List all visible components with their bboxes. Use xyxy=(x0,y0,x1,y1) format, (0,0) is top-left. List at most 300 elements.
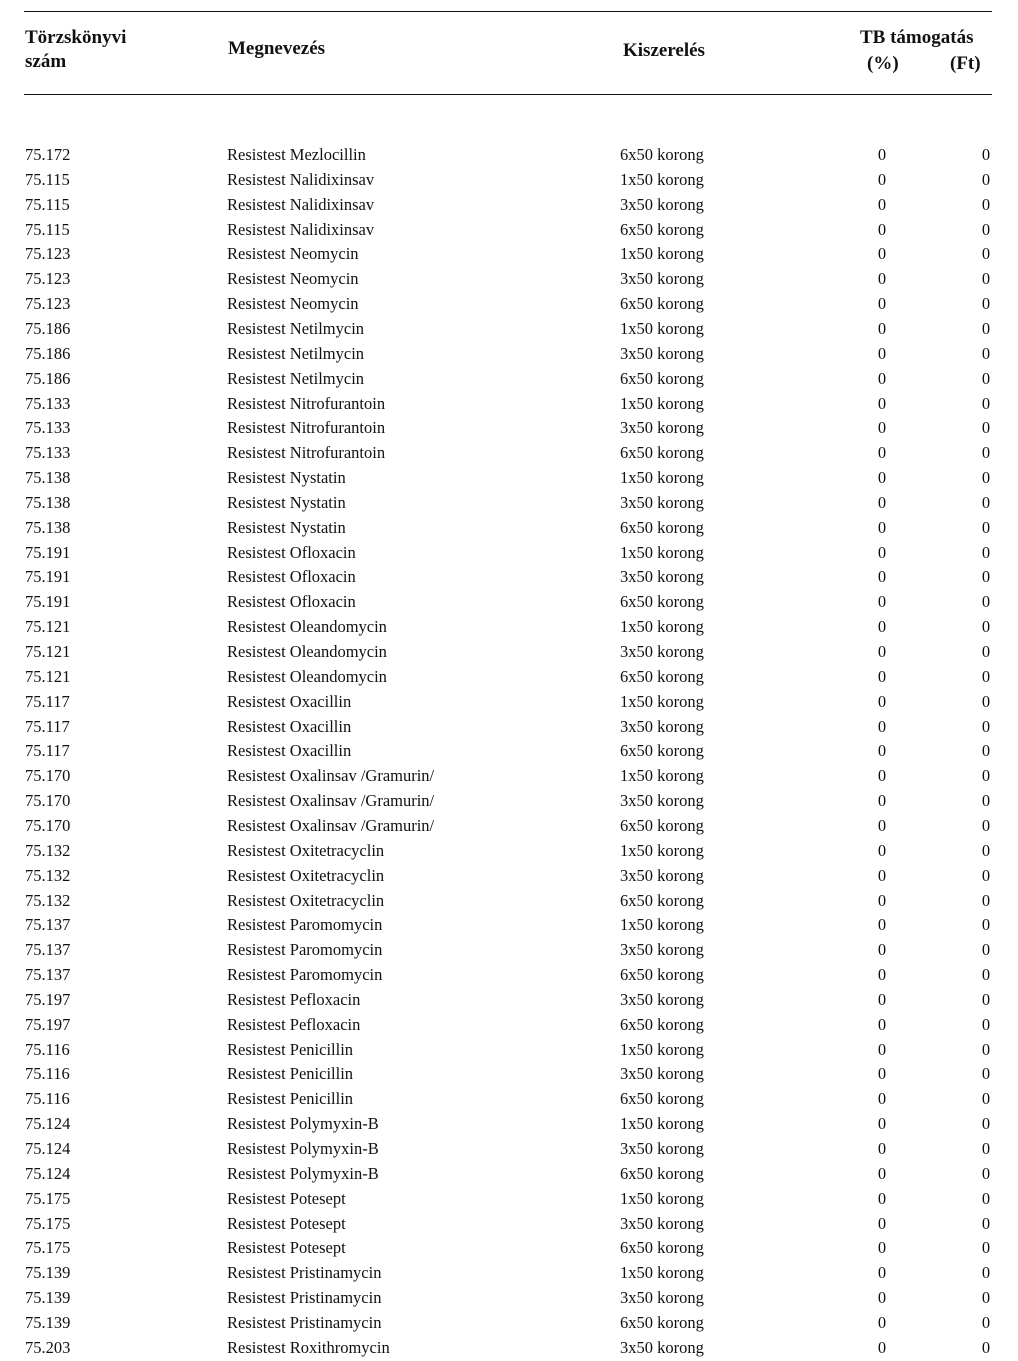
support-percent-cell: 0 xyxy=(877,393,887,413)
product-name-cell: Resistest Roxithromycin xyxy=(227,1337,390,1357)
registration-number-cell: 75.191 xyxy=(25,542,71,562)
support-forint-cell: 0 xyxy=(981,741,991,761)
support-percent-cell: 0 xyxy=(877,1163,887,1183)
registration-number-cell: 75.115 xyxy=(25,169,70,189)
support-percent-cell: 0 xyxy=(877,1188,887,1208)
registration-number-cell: 75.138 xyxy=(25,492,71,512)
registration-number-cell: 75.139 xyxy=(25,1312,71,1332)
registration-number-cell: 75.186 xyxy=(25,343,71,363)
product-name-cell: Resistest Pristinamycin xyxy=(227,1288,382,1308)
table-row xyxy=(0,367,1018,391)
support-percent-cell: 0 xyxy=(877,716,887,736)
table-row xyxy=(0,1013,1018,1037)
table-row xyxy=(0,1162,1018,1186)
product-name-cell: Resistest Polymyxin-B xyxy=(227,1114,379,1134)
support-percent-cell: 0 xyxy=(877,343,887,363)
support-percent-cell: 0 xyxy=(877,194,887,214)
table-row xyxy=(0,715,1018,739)
table-row xyxy=(0,1137,1018,1161)
support-forint-cell: 0 xyxy=(981,691,991,711)
support-forint-cell: 0 xyxy=(981,1163,991,1183)
registration-number-cell: 75.121 xyxy=(25,666,71,686)
support-percent-cell: 0 xyxy=(877,1337,887,1357)
packaging-cell: 3x50 korong xyxy=(620,269,704,289)
product-name-cell: Resistest Paromomycin xyxy=(227,965,383,985)
support-percent-cell: 0 xyxy=(877,741,887,761)
packaging-cell: 3x50 korong xyxy=(620,1064,704,1084)
product-name-cell: Resistest Oxalinsav /Gramurin/ xyxy=(227,766,435,786)
table-row xyxy=(0,1212,1018,1236)
packaging-cell: 6x50 korong xyxy=(620,741,704,761)
support-forint-cell: 0 xyxy=(981,840,991,860)
packaging-cell: 1x50 korong xyxy=(620,840,704,860)
product-name-cell: Resistest Paromomycin xyxy=(227,940,383,960)
product-name-cell: Resistest Ofloxacin xyxy=(227,567,356,587)
packaging-cell: 1x50 korong xyxy=(620,617,704,637)
table-row xyxy=(0,739,1018,763)
packaging-cell: 3x50 korong xyxy=(620,1288,704,1308)
table-row xyxy=(0,416,1018,440)
registration-number-cell: 75.138 xyxy=(25,517,71,537)
support-forint-cell: 0 xyxy=(981,468,991,488)
product-name-cell: Resistest Oxalinsav /Gramurin/ xyxy=(227,815,435,835)
support-forint-cell: 0 xyxy=(981,567,991,587)
support-percent-cell: 0 xyxy=(877,965,887,985)
product-name-cell: Resistest Oleandomycin xyxy=(227,642,387,661)
product-name-cell: Resistest Oxacillin xyxy=(227,691,352,711)
table-row xyxy=(0,466,1018,490)
packaging-cell: 6x50 korong xyxy=(620,219,704,239)
product-name-cell: Resistest Oleandomycin xyxy=(227,617,387,637)
table-row xyxy=(0,218,1018,242)
packaging-cell: 3x50 korong xyxy=(620,1337,704,1357)
registration-number-cell: 75.203 xyxy=(25,1337,71,1357)
table-row xyxy=(0,193,1018,217)
registration-number-cell: 75.115 xyxy=(25,194,70,214)
packaging-cell: 6x50 korong xyxy=(620,145,704,164)
support-percent-cell: 0 xyxy=(877,890,887,910)
product-name-cell: Resistest Nitrofurantoin xyxy=(227,443,386,463)
header-registration-line1: Törzskönyvi xyxy=(25,27,127,48)
registration-number-cell: 75.121 xyxy=(25,642,71,661)
table-row xyxy=(0,1286,1018,1310)
packaging-cell: 1x50 korong xyxy=(620,1114,704,1134)
product-name-cell: Resistest Pristinamycin xyxy=(227,1312,382,1332)
registration-number-cell: 75.186 xyxy=(25,368,71,388)
support-percent-cell: 0 xyxy=(877,145,887,164)
table-row xyxy=(0,342,1018,366)
support-forint-cell: 0 xyxy=(981,318,991,338)
support-percent-cell: 0 xyxy=(877,592,887,612)
support-percent-cell: 0 xyxy=(877,219,887,239)
product-name-cell: Resistest Neomycin xyxy=(227,244,359,264)
registration-number-cell: 75.172 xyxy=(25,145,71,164)
support-forint-cell: 0 xyxy=(981,492,991,512)
support-percent-cell: 0 xyxy=(877,1263,887,1283)
product-name-cell: Resistest Netilmycin xyxy=(227,343,365,363)
support-forint-cell: 0 xyxy=(981,915,991,935)
support-forint-cell: 0 xyxy=(981,145,991,164)
product-name-cell: Resistest Penicillin xyxy=(227,1089,354,1109)
header-forint: (Ft) xyxy=(950,53,981,74)
registration-number-cell: 75.124 xyxy=(25,1139,71,1158)
registration-number-cell: 75.117 xyxy=(25,691,70,711)
support-forint-cell: 0 xyxy=(981,343,991,363)
registration-number-cell: 75.175 xyxy=(25,1238,71,1258)
packaging-cell: 6x50 korong xyxy=(620,517,704,537)
header-percent: (%) xyxy=(867,53,899,74)
packaging-cell: 6x50 korong xyxy=(620,1014,704,1034)
support-percent-cell: 0 xyxy=(877,567,887,587)
packaging-cell: 1x50 korong xyxy=(620,169,704,189)
product-name-cell: Resistest Ofloxacin xyxy=(227,592,356,612)
support-forint-cell: 0 xyxy=(981,393,991,413)
support-forint-cell: 0 xyxy=(981,940,991,960)
registration-number-cell: 75.133 xyxy=(25,443,71,463)
product-name-cell: Resistest Potesept xyxy=(227,1188,346,1208)
product-name-cell: Resistest Pefloxacin xyxy=(227,989,361,1009)
product-name-cell: Resistest Nystatin xyxy=(227,517,346,537)
packaging-cell: 3x50 korong xyxy=(620,940,704,960)
table-row xyxy=(0,913,1018,937)
registration-number-cell: 75.132 xyxy=(25,865,71,885)
support-percent-cell: 0 xyxy=(877,542,887,562)
packaging-cell: 6x50 korong xyxy=(620,1163,704,1183)
support-percent-cell: 0 xyxy=(877,418,887,438)
table-row xyxy=(0,640,1018,664)
product-name-cell: Resistest Oleandomycin xyxy=(227,666,387,686)
packaging-cell: 3x50 korong xyxy=(620,194,704,214)
table-row xyxy=(0,491,1018,515)
packaging-cell: 6x50 korong xyxy=(620,666,704,686)
support-forint-cell: 0 xyxy=(981,269,991,289)
registration-number-cell: 75.191 xyxy=(25,592,71,612)
support-forint-cell: 0 xyxy=(981,1139,991,1158)
table-row xyxy=(0,1087,1018,1111)
product-name-cell: Resistest Potesept xyxy=(227,1238,346,1258)
packaging-cell: 6x50 korong xyxy=(620,965,704,985)
packaging-cell: 1x50 korong xyxy=(620,1188,704,1208)
packaging-cell: 3x50 korong xyxy=(620,791,704,811)
support-forint-cell: 0 xyxy=(981,865,991,885)
support-forint-cell: 0 xyxy=(981,1064,991,1084)
product-name-cell: Resistest Nalidixinsav xyxy=(227,219,375,239)
support-percent-cell: 0 xyxy=(877,443,887,463)
support-forint-cell: 0 xyxy=(981,617,991,637)
registration-number-cell: 75.133 xyxy=(25,393,71,413)
packaging-cell: 3x50 korong xyxy=(620,1213,704,1233)
packaging-cell: 1x50 korong xyxy=(620,1039,704,1059)
registration-number-cell: 75.124 xyxy=(25,1114,71,1134)
table-row xyxy=(0,541,1018,565)
product-name-cell: Resistest Oxacillin xyxy=(227,716,352,736)
packaging-cell: 6x50 korong xyxy=(620,890,704,910)
table-row xyxy=(0,814,1018,838)
table-row xyxy=(0,1187,1018,1211)
support-forint-cell: 0 xyxy=(981,642,991,661)
product-name-cell: Resistest Oxalinsav /Gramurin/ xyxy=(227,791,435,811)
product-name-cell: Resistest Pristinamycin xyxy=(227,1263,382,1283)
packaging-cell: 3x50 korong xyxy=(620,716,704,736)
support-percent-cell: 0 xyxy=(877,468,887,488)
support-forint-cell: 0 xyxy=(981,294,991,314)
packaging-cell: 1x50 korong xyxy=(620,766,704,786)
packaging-cell: 1x50 korong xyxy=(620,318,704,338)
product-name-cell: Resistest Nitrofurantoin xyxy=(227,393,386,413)
product-name-cell: Resistest Nalidixinsav xyxy=(227,194,375,214)
registration-number-cell: 75.116 xyxy=(25,1089,70,1109)
product-name-cell: Resistest Pefloxacin xyxy=(227,1014,361,1034)
table-row xyxy=(0,963,1018,987)
registration-number-cell: 75.197 xyxy=(25,989,71,1009)
product-name-cell: Resistest Neomycin xyxy=(227,269,359,289)
packaging-cell: 6x50 korong xyxy=(620,815,704,835)
registration-number-cell: 75.175 xyxy=(25,1188,71,1208)
table-row xyxy=(0,590,1018,614)
support-percent-cell: 0 xyxy=(877,642,887,661)
product-name-cell: Resistest Polymyxin-B xyxy=(227,1163,379,1183)
product-name-cell: Resistest Oxacillin xyxy=(227,741,352,761)
support-forint-cell: 0 xyxy=(981,244,991,264)
registration-number-cell: 75.123 xyxy=(25,269,71,289)
packaging-cell: 3x50 korong xyxy=(620,1139,704,1158)
support-percent-cell: 0 xyxy=(877,1213,887,1233)
support-percent-cell: 0 xyxy=(877,1089,887,1109)
table-row xyxy=(0,839,1018,863)
registration-number-cell: 75.124 xyxy=(25,1163,71,1183)
support-forint-cell: 0 xyxy=(981,418,991,438)
product-name-cell: Resistest Netilmycin xyxy=(227,318,365,338)
support-forint-cell: 0 xyxy=(981,1288,991,1308)
support-percent-cell: 0 xyxy=(877,318,887,338)
registration-number-cell: 75.137 xyxy=(25,915,71,935)
registration-number-cell: 75.123 xyxy=(25,294,71,314)
support-forint-cell: 0 xyxy=(981,368,991,388)
table-row xyxy=(0,1336,1018,1360)
table-row xyxy=(0,1261,1018,1285)
product-name-cell: Resistest Paromomycin xyxy=(227,915,383,935)
table-row xyxy=(0,789,1018,813)
product-name-cell: Resistest Netilmycin xyxy=(227,368,365,388)
registration-number-cell: 75.116 xyxy=(25,1064,70,1084)
packaging-cell: 6x50 korong xyxy=(620,592,704,612)
product-name-cell: Resistest Nystatin xyxy=(227,468,346,488)
packaging-cell: 1x50 korong xyxy=(620,244,704,264)
table-row xyxy=(0,1112,1018,1136)
product-name-cell: Resistest Penicillin xyxy=(227,1039,354,1059)
packaging-cell: 3x50 korong xyxy=(620,865,704,885)
header-support: TB támogatás xyxy=(860,27,974,48)
product-name-cell: Resistest Nalidixinsav xyxy=(227,169,375,189)
table-row xyxy=(0,267,1018,291)
product-name-cell: Resistest Nystatin xyxy=(227,492,346,512)
table-row xyxy=(0,168,1018,192)
table-row xyxy=(0,889,1018,913)
product-name-cell: Resistest Potesept xyxy=(227,1213,346,1233)
registration-number-cell: 75.138 xyxy=(25,468,71,488)
table-row xyxy=(0,1311,1018,1335)
support-forint-cell: 0 xyxy=(981,592,991,612)
support-forint-cell: 0 xyxy=(981,443,991,463)
product-name-cell: Resistest Nitrofurantoin xyxy=(227,418,386,438)
support-percent-cell: 0 xyxy=(877,691,887,711)
support-percent-cell: 0 xyxy=(877,940,887,960)
table-row xyxy=(0,764,1018,788)
support-forint-cell: 0 xyxy=(981,965,991,985)
support-forint-cell: 0 xyxy=(981,1312,991,1332)
registration-number-cell: 75.133 xyxy=(25,418,71,438)
support-forint-cell: 0 xyxy=(981,716,991,736)
packaging-cell: 1x50 korong xyxy=(620,1263,704,1283)
support-percent-cell: 0 xyxy=(877,294,887,314)
header-packaging: Kiszerelés xyxy=(623,40,705,61)
table-row xyxy=(0,864,1018,888)
registration-number-cell: 75.116 xyxy=(25,1039,70,1059)
packaging-cell: 6x50 korong xyxy=(620,1089,704,1109)
table-row xyxy=(0,516,1018,540)
packaging-cell: 3x50 korong xyxy=(620,343,704,363)
packaging-cell: 6x50 korong xyxy=(620,294,704,314)
support-percent-cell: 0 xyxy=(877,840,887,860)
packaging-cell: 3x50 korong xyxy=(620,418,704,438)
table-row xyxy=(0,143,1018,167)
packaging-cell: 1x50 korong xyxy=(620,468,704,488)
packaging-cell: 1x50 korong xyxy=(620,915,704,935)
support-percent-cell: 0 xyxy=(877,1139,887,1158)
support-percent-cell: 0 xyxy=(877,989,887,1009)
product-name-cell: Resistest Polymyxin-B xyxy=(227,1139,379,1158)
support-forint-cell: 0 xyxy=(981,219,991,239)
support-forint-cell: 0 xyxy=(981,517,991,537)
packaging-cell: 6x50 korong xyxy=(620,368,704,388)
support-forint-cell: 0 xyxy=(981,169,991,189)
registration-number-cell: 75.117 xyxy=(25,716,70,736)
table-row xyxy=(0,292,1018,316)
registration-number-cell: 75.117 xyxy=(25,741,70,761)
registration-number-cell: 75.115 xyxy=(25,219,70,239)
support-forint-cell: 0 xyxy=(981,666,991,686)
support-forint-cell: 0 xyxy=(981,1213,991,1233)
registration-number-cell: 75.137 xyxy=(25,940,71,960)
support-percent-cell: 0 xyxy=(877,1014,887,1034)
support-forint-cell: 0 xyxy=(981,1263,991,1283)
table-row xyxy=(0,441,1018,465)
registration-number-cell: 75.191 xyxy=(25,567,71,587)
support-percent-cell: 0 xyxy=(877,791,887,811)
support-percent-cell: 0 xyxy=(877,269,887,289)
support-percent-cell: 0 xyxy=(877,368,887,388)
registration-number-cell: 75.121 xyxy=(25,617,71,637)
product-name-cell: Resistest Ofloxacin xyxy=(227,542,356,562)
support-forint-cell: 0 xyxy=(981,1039,991,1059)
table-row xyxy=(0,392,1018,416)
support-forint-cell: 0 xyxy=(981,1238,991,1258)
support-forint-cell: 0 xyxy=(981,989,991,1009)
table-row xyxy=(0,938,1018,962)
registration-number-cell: 75.170 xyxy=(25,815,71,835)
product-name-cell: Resistest Oxitetracyclin xyxy=(227,840,385,860)
support-percent-cell: 0 xyxy=(877,865,887,885)
support-percent-cell: 0 xyxy=(877,1039,887,1059)
table-row xyxy=(0,615,1018,639)
registration-number-cell: 75.123 xyxy=(25,244,71,264)
table-row xyxy=(0,690,1018,714)
support-percent-cell: 0 xyxy=(877,244,887,264)
table-row xyxy=(0,565,1018,589)
packaging-cell: 3x50 korong xyxy=(620,989,704,1009)
registration-number-cell: 75.139 xyxy=(25,1288,71,1308)
support-percent-cell: 0 xyxy=(877,1114,887,1134)
packaging-cell: 1x50 korong xyxy=(620,542,704,562)
registration-number-cell: 75.132 xyxy=(25,890,71,910)
registration-number-cell: 75.186 xyxy=(25,318,71,338)
support-percent-cell: 0 xyxy=(877,815,887,835)
support-forint-cell: 0 xyxy=(981,194,991,214)
header-name: Megnevezés xyxy=(228,38,326,59)
table-row xyxy=(0,1236,1018,1260)
support-percent-cell: 0 xyxy=(877,1238,887,1258)
product-name-cell: Resistest Mezlocillin xyxy=(227,145,366,164)
registration-number-cell: 75.137 xyxy=(25,965,71,985)
table-row xyxy=(0,665,1018,689)
support-percent-cell: 0 xyxy=(877,915,887,935)
packaging-cell: 6x50 korong xyxy=(620,1312,704,1332)
support-percent-cell: 0 xyxy=(877,492,887,512)
support-forint-cell: 0 xyxy=(981,890,991,910)
packaging-cell: 3x50 korong xyxy=(620,642,704,661)
product-name-cell: Resistest Neomycin xyxy=(227,294,359,314)
product-name-cell: Resistest Oxitetracyclin xyxy=(227,865,385,885)
support-forint-cell: 0 xyxy=(981,542,991,562)
table-row xyxy=(0,988,1018,1012)
support-forint-cell: 0 xyxy=(981,1337,991,1357)
registration-number-cell: 75.170 xyxy=(25,791,71,811)
support-forint-cell: 0 xyxy=(981,1014,991,1034)
support-percent-cell: 0 xyxy=(877,1312,887,1332)
support-percent-cell: 0 xyxy=(877,169,887,189)
support-forint-cell: 0 xyxy=(981,791,991,811)
registration-number-cell: 75.170 xyxy=(25,766,71,786)
support-forint-cell: 0 xyxy=(981,815,991,835)
table-row xyxy=(0,1038,1018,1062)
support-percent-cell: 0 xyxy=(877,766,887,786)
support-forint-cell: 0 xyxy=(981,1089,991,1109)
packaging-cell: 1x50 korong xyxy=(620,393,704,413)
packaging-cell: 1x50 korong xyxy=(620,691,704,711)
registration-number-cell: 75.139 xyxy=(25,1263,71,1283)
table-row xyxy=(0,1062,1018,1086)
packaging-cell: 6x50 korong xyxy=(620,443,704,463)
registration-number-cell: 75.175 xyxy=(25,1213,71,1233)
support-percent-cell: 0 xyxy=(877,666,887,686)
support-forint-cell: 0 xyxy=(981,1188,991,1208)
product-name-cell: Resistest Penicillin xyxy=(227,1064,354,1084)
packaging-cell: 3x50 korong xyxy=(620,567,704,587)
product-name-cell: Resistest Oxitetracyclin xyxy=(227,890,385,910)
registration-number-cell: 75.197 xyxy=(25,1014,71,1034)
packaging-cell: 3x50 korong xyxy=(620,492,704,512)
packaging-cell: 6x50 korong xyxy=(620,1238,704,1258)
support-percent-cell: 0 xyxy=(877,617,887,637)
support-percent-cell: 0 xyxy=(877,1064,887,1084)
registration-number-cell: 75.132 xyxy=(25,840,71,860)
table-row xyxy=(0,242,1018,266)
support-percent-cell: 0 xyxy=(877,517,887,537)
header-registration-line2: szám xyxy=(25,51,67,72)
table-row xyxy=(0,317,1018,341)
support-percent-cell: 0 xyxy=(877,1288,887,1308)
support-forint-cell: 0 xyxy=(981,766,991,786)
